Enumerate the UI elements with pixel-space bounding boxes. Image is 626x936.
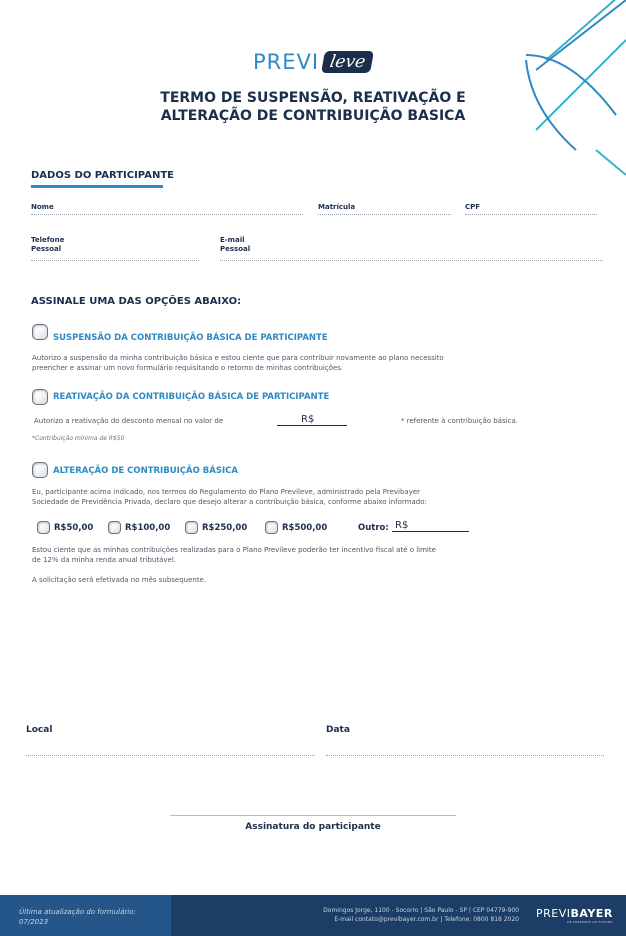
telefone-label-line-2: Pessoal [31,245,62,253]
local-label: Local [26,725,53,735]
amount-250-checkbox[interactable] [185,521,198,534]
corner-decoration [516,0,626,190]
reativacao-value-field[interactable] [277,414,347,426]
brand-tagline: DE PRESENTE AO FUTURO [567,920,613,924]
previbayer-brand [536,907,613,920]
footer-update-note [19,907,136,927]
telefone-field[interactable] [31,260,199,261]
matricula-label: Matrícula [318,203,356,211]
participant-heading-underline [31,185,163,188]
nome-field[interactable] [31,214,303,215]
reativacao-text [34,414,518,426]
previbayer-logo [536,907,613,924]
title-line-2: ALTERAÇÃO DE CONTRIBUIÇÃO BASICA [160,108,466,124]
outro-currency: R$ [395,520,409,531]
email-label-line-1: E-mail [220,236,245,244]
footer-address: Domingos Jorge, 1100 - Socorro | São Paulo - SP | CEP 04779-900 [323,907,519,914]
fiscal-text [32,545,532,565]
amount-500-label: R$500,00 [282,523,328,533]
cpf-field[interactable] [465,214,597,215]
amount-250-label: R$250,00 [202,523,248,533]
suspensao-title: SUSPENSÃO DA CONTRIBUIÇÃO BÁSICA DE PARTICIPANTE [53,333,328,343]
amount-50-checkbox[interactable] [37,521,50,534]
outro-label: Outro: [358,523,389,533]
suspensao-checkbox[interactable] [32,324,48,340]
brand-bold-text: BAYER [570,907,613,920]
suspensao-text [32,353,532,373]
telefone-label-line-1: Telefone [31,236,65,244]
fiscal-text-line-1: Estou ciente que as minhas contribuições realizadas para o Plano Previleve poderão ter incentivo fiscal até o limite [32,546,436,554]
brand-light-text: PREVI [536,907,571,920]
email-field[interactable] [220,260,603,261]
reativacao-text-before: Autorizo a reativação do desconto mensal no valor de [34,417,224,425]
reativacao-currency: R$ [301,414,315,425]
fiscal-text-line-2: de 12% da minha renda anual tributável. [32,556,177,564]
amount-100-checkbox[interactable] [108,521,121,534]
page-title [100,89,526,125]
footer-contact [240,906,519,924]
suspensao-text-line-1: Autorizo a suspensão da minha contribuição básica e estou ciente que para contribuir novamente ao plano necessito [32,354,444,362]
reativacao-note: *Contribuição mínima de R$50 [32,435,125,442]
alteracao-text-line-2: Sociedade de Previdência Privada, declaro que desejo alterar a contribuição básica, conforme abaixo informado: [32,498,427,506]
amount-50-label: R$50,00 [54,523,94,533]
logo-leve-text: leve [321,51,374,73]
footer-update-note-line-2: 07/2023 [19,918,49,926]
data-label: Data [326,725,350,735]
options-heading: ASSINALE UMA DAS OPÇÕES ABAIXO: [31,296,242,307]
alteracao-text [32,487,532,507]
reativacao-text-after: * referente à contribuição básica. [400,417,518,425]
telefone-label [31,236,64,254]
reativacao-title: REATIVAÇÃO DA CONTRIBUIÇÃO BÁSICA DE PARTICIPANTE [53,392,330,402]
signature-label: Assinatura do participante [245,822,381,832]
cpf-label: CPF [465,203,481,211]
alteracao-text-line-1: Eu, participante acima indicado, nos termos do Regulamento do Plano Previleve, administrado pela Previbayer [32,488,421,496]
email-label-line-2: Pessoal [220,245,251,253]
data-field[interactable] [326,755,604,756]
efetivada-text: A solicitação será efetivada no mês subsequente. [32,576,207,584]
participant-heading: DADOS DO PARTICIPANTE [31,170,174,181]
signature-line[interactable] [170,815,456,816]
footer-update-note-line-1: Última atualização do formulário: [19,908,136,916]
alteracao-checkbox[interactable] [32,462,48,478]
reativacao-checkbox[interactable] [32,389,48,405]
suspensao-text-line-2: preencher e assinar um novo formulário requisitando o retorno de minhas contribuições. [32,364,344,372]
logo-previ-text: PREVI [253,50,320,74]
footer-email-phone: E-mail contato@previbayer.com.br | Telefone: 0800 818 2020 [334,916,519,923]
outro-value-field[interactable] [392,520,469,532]
title-line-1: TERMO DE SUSPENSÃO, REATIVAÇÃO E [160,90,466,106]
amount-100-label: R$100,00 [125,523,171,533]
previleve-logo [253,50,372,74]
nome-label: Nome [31,203,54,211]
alteracao-title: ALTERAÇÃO DE CONTRIBUIÇÃO BÁSICA [53,466,238,476]
local-field[interactable] [26,755,315,756]
amount-500-checkbox[interactable] [265,521,278,534]
matricula-field[interactable] [318,214,451,215]
email-label [220,236,250,254]
